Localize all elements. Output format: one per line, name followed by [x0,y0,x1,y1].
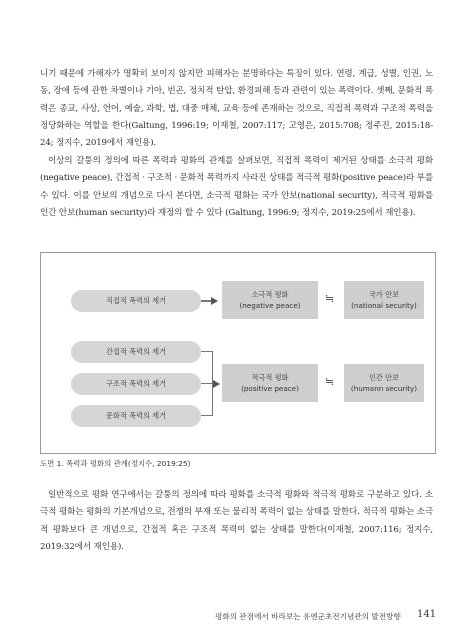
approx-symbol: ≒ [325,375,335,388]
approx-symbol: ≒ [325,292,335,305]
figure-caption: 도면 1. 폭력과 평화의 관계(정지수, 2019:25) [40,459,191,468]
structural-violence-removal: 구조적 폭력의 제거 [71,373,201,395]
paragraph-text: 니기 때문에 가해자가 명확히 보이지 않지만 피해자는 분명하다는 특징이 있다. 연령, 계급, 성별, 인권, 노동, 장애 등에 관한 차별이나 기아, 빈곤, 정치적 탄압, 환경피해 등과 관련이 있는 폭력이다. 셋째, 문화적 폭력은 종교, 사상, 언어, 예술, 과학, 법, 대중 매체, 교육 등에 존재하는 것으로, 직접적 폭력과 구조적 폭력을 정당화하는 역할을 한다(Galtung, 1996:19; 이재철, 2007:117; 고영은, 2015:708; 정주진, 2015:18-24; 정지수, 2019에서 재인용). [40,69,433,149]
indirect-violence-removal: 간접적 폭력의 제거 [71,341,201,363]
human-security-label: 인간 안보 [368,373,400,382]
body-paragraph-2 [40,153,433,222]
positive-peace-box [222,364,318,402]
page-number: 141 [417,609,437,620]
arrow-right-icon [211,297,218,305]
human-security-english: (humann security) [350,384,418,393]
figure-diagram [40,252,436,454]
positive-peace-english: (positive peace) [241,384,299,393]
negative-peace-box [222,281,318,319]
negative-peace-label: 소극적 평화 [251,290,289,299]
paragraph-text: 일반적으로 평화 연구에서는 갈퉁의 정의에 따라 평화를 소극적 평화와 적극적 평화로 구분하고 있다. 소극적 평화는 평화의 기본개념으로, 전쟁의 부재 또는 물리적 폭력이 없는 상태를 말한다. 적극적 평화는 소극적 평화보다 큰 개념으로, 간접적 혹은 구조적 폭력이 없는 상태를 말한다(이재철, 2007:116; 정지수, 2019:32에서 재인용). [40,490,433,552]
human-security-box [344,364,424,402]
direct-violence-removal: 직접적 폭력의 제거 [71,290,201,312]
national-security-label: 국가 안보 [368,290,400,299]
arrow-right-icon [213,380,220,388]
body-paragraph-3 [40,487,433,556]
national-security-english: (national security) [351,301,417,310]
paragraph-text: 이상의 갈퉁의 정의에 따른 폭력과 평화의 관계를 살펴보면, 직접적 폭력이 제거된 상태를 소극적 평화(negative peace), 간접적 · 구조적 · 문화적 폭력까지 사라진 상태를 적극적 평화(positive peace)라 부를 수 있다. 이를 안보의 개념으로 다시 본다면, 소극적 평화는 국가 안보(national security), 적극적 평화를 인간 안보(human security)라 재정의 할 수 있다 (Galtung, 1996:9; 정지수, 2019:25에서 재인용). [40,156,433,218]
running-title: 평화의 관점에서 바라보는 유엔군초전기념관의 발전방향 [215,612,401,621]
negative-peace-english: (negative peace) [239,301,301,310]
national-security-box [344,281,424,319]
body-paragraph-1 [40,66,433,152]
positive-peace-label: 적극적 평화 [251,373,289,382]
cultural-violence-removal: 문화적 폭력의 제거 [71,405,201,427]
